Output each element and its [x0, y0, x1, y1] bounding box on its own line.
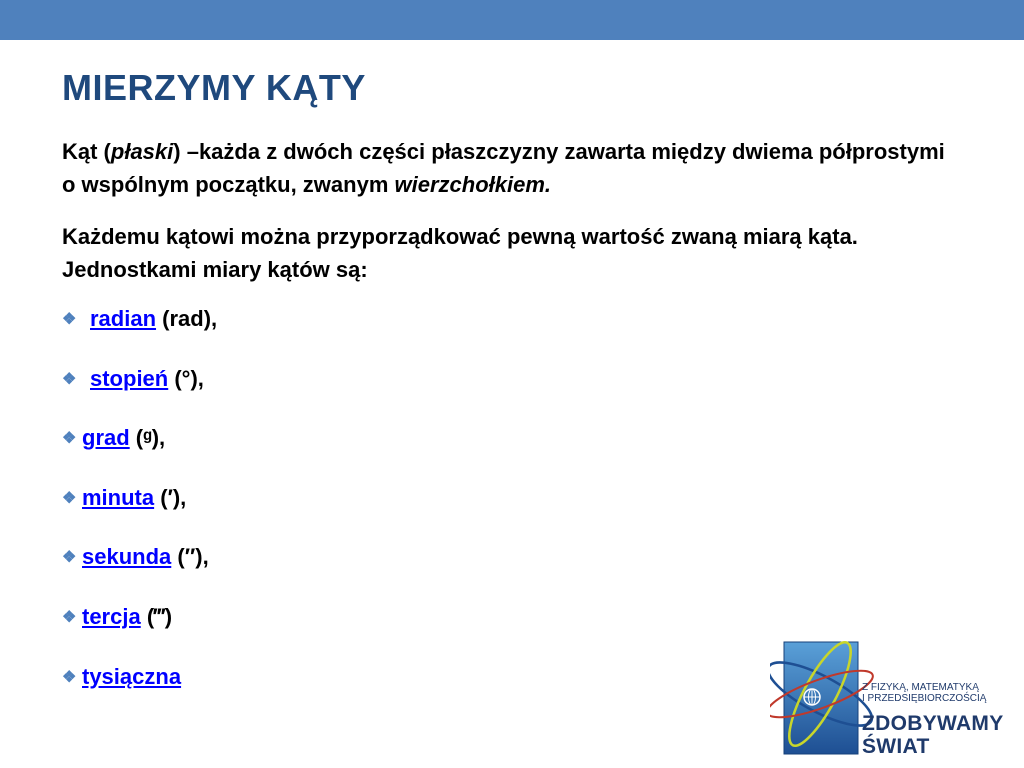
link-tercja[interactable]: tercja [82, 603, 141, 629]
list-item [62, 542, 962, 602]
logo-line-3: ZDOBYWAMY [862, 712, 1004, 735]
list-item [62, 423, 962, 483]
unit-symbol: (″), [171, 544, 209, 570]
four-diamond-bullet-icon: ❖ [62, 608, 77, 626]
list-item [62, 304, 962, 364]
unit-symbol: (′), [154, 484, 187, 510]
logo-line-2: I PRZEDSIĘBIORCZOŚCIĄ [862, 693, 987, 704]
link-sekunda[interactable]: sekunda [82, 544, 172, 570]
intro-paragraph: Każdemu kątowi można przyporządkować pewną wartość zwaną miarą kąta. Jednostkami miary kątów są: [62, 224, 858, 282]
top-accent-bar [0, 0, 1024, 40]
definition-text-1: Kąt ( [62, 139, 111, 164]
logo-line-4: ŚWIAT [862, 735, 930, 758]
logo-wordmark [862, 712, 1004, 758]
four-diamond-bullet-icon: ❖ [62, 489, 77, 507]
link-stopien[interactable]: stopień [90, 365, 169, 391]
list-item [62, 483, 962, 543]
list-item [62, 364, 962, 424]
unit-symbol: (‴) [140, 603, 173, 629]
definition-text-2: ) –każda z dwóch części płaszczyzny zawarta między dwiema półprostymi o wspólnym początku, zwanym [62, 139, 945, 197]
four-diamond-bullet-icon: ❖ [62, 311, 77, 328]
logo-tagline [862, 682, 986, 704]
definition-term-wierzcholek: wierzchołkiem. [394, 171, 552, 197]
slide-title: MIERZYMY KĄTY [62, 67, 366, 108]
project-logo [770, 622, 1024, 762]
definition-term-plaski: płaski [110, 139, 174, 164]
four-diamond-bullet-icon: ❖ [62, 370, 77, 388]
link-radian[interactable]: radian [90, 306, 157, 331]
unit-symbol: (rad), [156, 306, 218, 331]
definition-paragraph [62, 136, 962, 201]
link-tysiaczna[interactable]: tysiączna [82, 663, 182, 689]
four-diamond-bullet-icon: ❖ [62, 549, 77, 567]
logo-line-1: Z FIZYKĄ, MATEMATYKĄ [862, 682, 979, 693]
four-diamond-bullet-icon: ❖ [62, 430, 77, 448]
four-diamond-bullet-icon: ❖ [62, 668, 77, 686]
unit-symbol: (°), [168, 365, 204, 391]
link-grad[interactable]: grad [82, 425, 130, 451]
unit-symbol: (ᵍ), [129, 425, 166, 451]
link-minuta[interactable]: minuta [82, 484, 155, 510]
